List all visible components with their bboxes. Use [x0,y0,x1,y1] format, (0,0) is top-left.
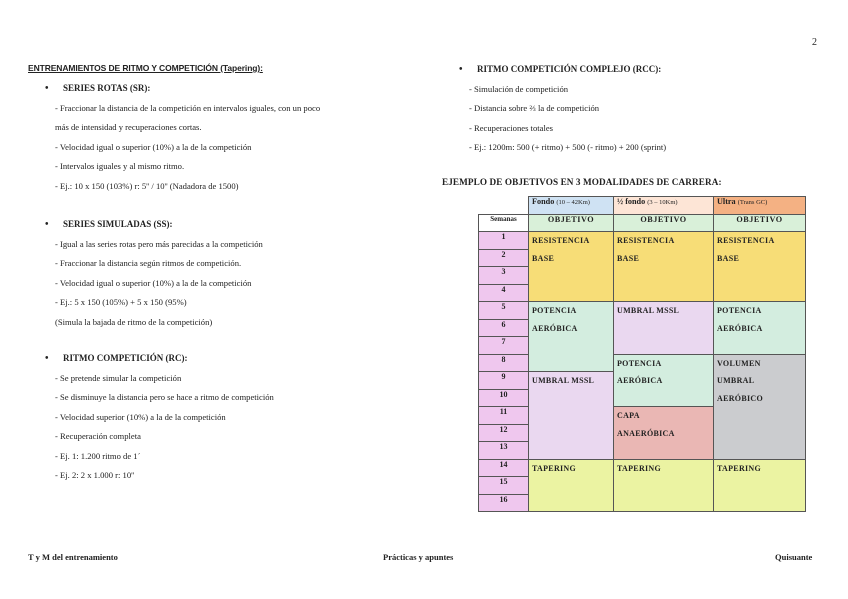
series-simuladas-line: - Fraccionar la distancia según ritmos de competición. [55,258,242,268]
media-potencia-aerobica: POTENCIA AERÓBICA [614,354,714,407]
header-medio-fondo: ½ fondo (3 – 10Km) [614,197,714,215]
ritmo-complejo-line: - Recuperaciones totales [469,122,553,133]
series-simuladas-line: - Ej.: 5 x 150 (105%) + 5 x 150 (95%) [55,297,187,307]
series-simuladas-line: (Simula la bajada de ritmo de la competición) [55,316,213,327]
semanas-header: Semanas [479,214,529,232]
week-cell: 1 [479,232,529,250]
series-simuladas-heading: • SERIES SIMULADAS (SS): [45,215,263,235]
ritmo-complejo-heading: • RITMO COMPETICIÓN COMPLEJO (RCC): [459,60,666,80]
footer-right: Quisuante [775,552,813,562]
fondo-umbral-mssl: UMBRAL MSSL [529,372,614,460]
ritmo-competicion-line: - Velocidad superior (10%) a la de la competición [55,411,226,422]
media-umbral-mssl: UMBRAL MSSL [614,302,714,355]
week-cell: 8 [479,354,529,372]
series-simuladas-block [45,215,263,332]
fondo-tapering: TAPERING [529,459,614,512]
week-cell: 10 [479,389,529,407]
ritmo-complejo-block [459,60,666,158]
ritmo-competicion-line: - Se disminuye la distancia pero se hace a ritmo de competición [55,392,274,402]
week-cell: 3 [479,267,529,285]
fondo-potencia-aerobica: POTENCIA AERÓBICA [529,302,614,372]
ultra-potencia-aerobica: POTENCIA AERÓBICA [714,302,806,355]
week-cell: 9 [479,372,529,390]
week-cell: 7 [479,337,529,355]
week-cell: 4 [479,284,529,302]
media-capa-anaerobica: CAPA ANAERÓBICA [614,407,714,460]
week-cell: 6 [479,319,529,337]
series-rotas-line: - Intervalos iguales y al mismo ritmo. [55,161,185,171]
series-rotas-block [45,79,320,196]
objetivo-header: OBJETIVO [714,214,806,232]
ritmo-competicion-heading: • RITMO COMPETICIÓN (RC): [45,349,274,369]
ritmo-complejo-line: - Distancia sobre ⅔ la de competición [469,103,600,113]
series-rotas-line: - Fraccionar la distancia de la competición en intervalos iguales, con un poco [55,102,321,113]
series-simuladas-line: - Igual a las series rotas pero más parecidas a la competición [55,238,263,249]
table-title: EJEMPLO DE OBJETIVOS EN 3 MODALIDADES DE CARRERA: [442,177,722,187]
ritmo-competicion-line: - Recuperación completa [55,431,141,441]
series-simuladas-line: - Velocidad igual o superior (10%) a la de la competición [55,277,252,288]
footer-center: Prácticas y apuntes [383,552,454,562]
media-resistencia-base: RESISTENCIA BASE [614,232,714,302]
week-cell: 13 [479,442,529,460]
section-title: ENTRENAMIENTOS DE RITMO Y COMPETICIÓN (Tapering): [28,63,263,73]
week-cell: 11 [479,407,529,425]
ultra-volumen-umbral-aerobico: VOLUMEN UMBRAL AERÓBICO [714,354,806,459]
page-number: 2 [812,37,817,48]
series-rotas-heading: • SERIES ROTAS (SR): [45,79,320,99]
ritmo-complejo-line: - Simulación de competición [469,83,569,94]
ritmo-complejo-line: - Ej.: 1200m: 500 (+ ritmo) + 500 (- ritmo) + 200 (sprint) [469,142,667,152]
week-cell: 2 [479,249,529,267]
header-fondo: Fondo (10 – 42Km) [529,197,614,215]
week-cell: 5 [479,302,529,320]
empty-corner [479,197,529,215]
ritmo-competicion-line: - Ej. 1: 1.200 ritmo de 1´ [55,450,141,461]
footer-left: T y M del entrenamiento [28,552,118,562]
ritmo-competicion-line: - Ej. 2: 2 x 1.000 r: 10'' [55,470,135,480]
ritmo-competicion-line: - Se pretende simular la competición [55,372,182,383]
objectives-table [478,196,806,512]
objetivo-header: OBJETIVO [614,214,714,232]
fondo-resistencia-base: RESISTENCIA BASE [529,232,614,302]
series-rotas-line: más de intensidad y recuperaciones cortas. [55,122,202,132]
week-cell: 12 [479,424,529,442]
ultra-resistencia-base: RESISTENCIA BASE [714,232,806,302]
ritmo-competicion-block [45,349,274,486]
week-cell: 15 [479,477,529,495]
week-cell: 14 [479,459,529,477]
series-rotas-line: - Ej.: 10 x 150 (103%) r: 5'' / 10'' (Nadadora de 1500) [55,180,239,191]
ultra-tapering: TAPERING [714,459,806,512]
week-cell: 16 [479,494,529,512]
media-tapering: TAPERING [614,459,714,512]
objetivo-header: OBJETIVO [529,214,614,232]
header-ultra: Ultra (Trans GC) [714,197,806,215]
series-rotas-line: - Velocidad igual o superior (10%) a la de la competición [55,141,252,152]
